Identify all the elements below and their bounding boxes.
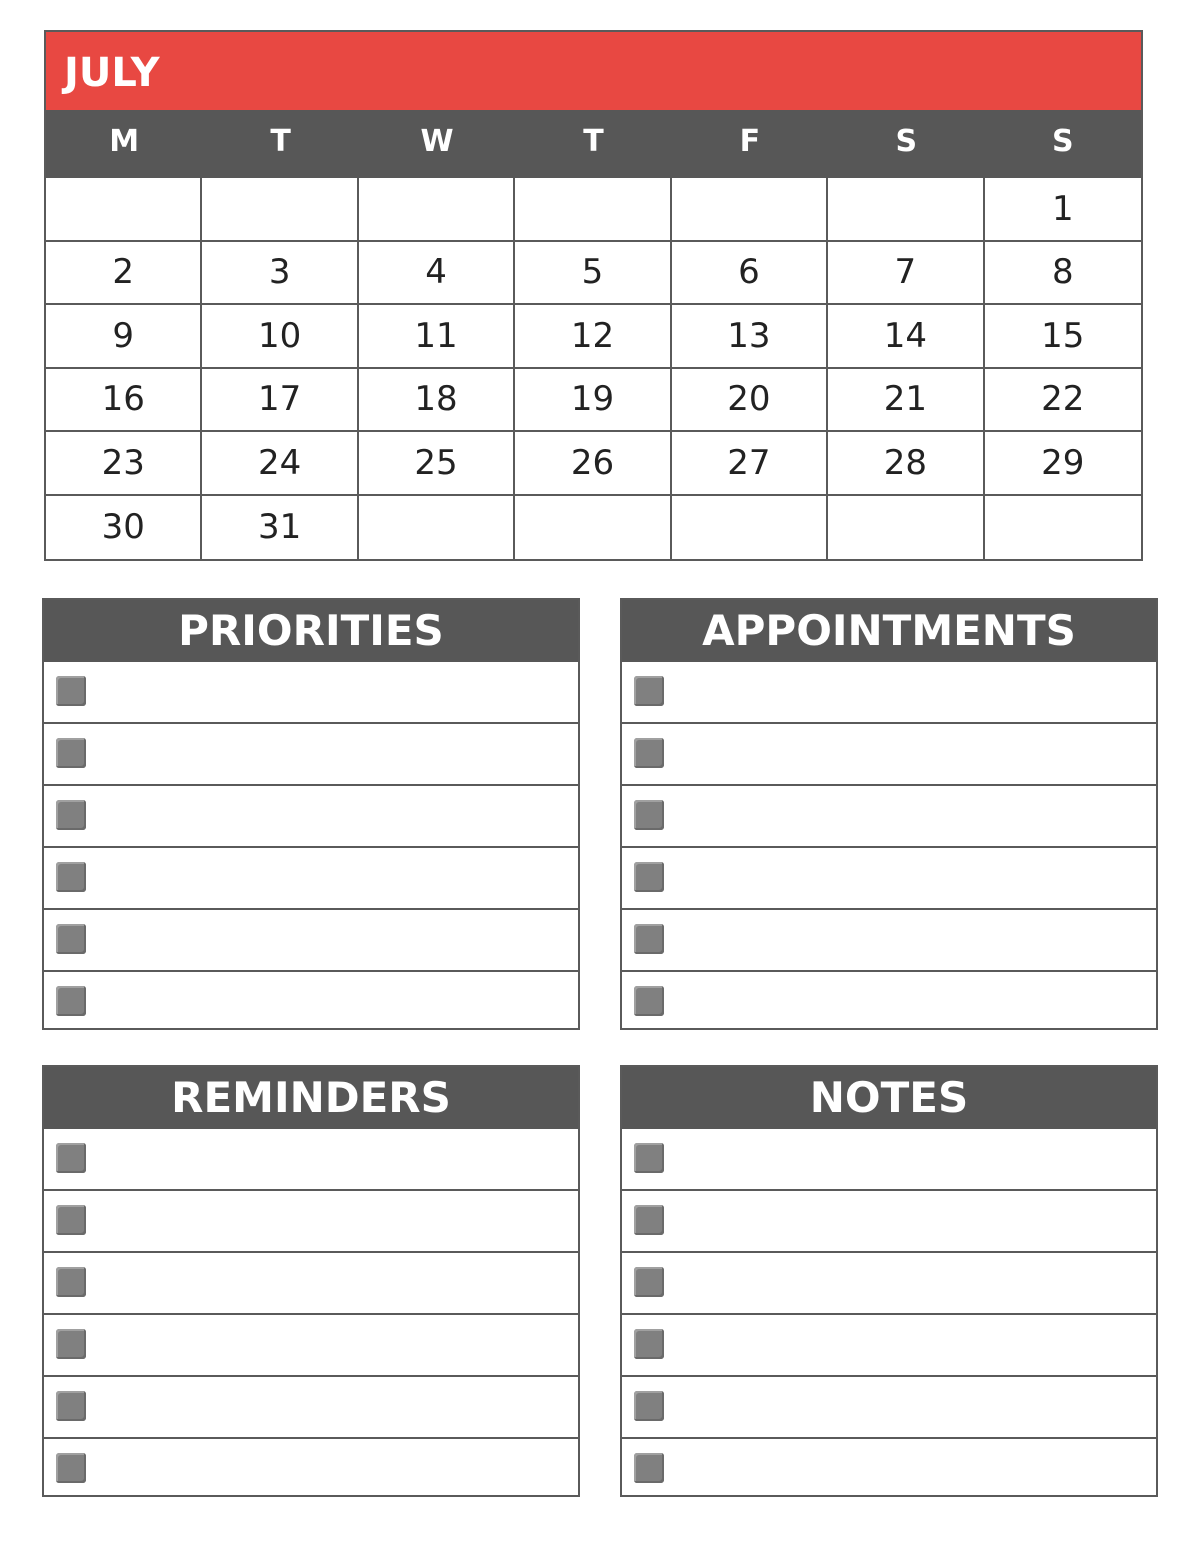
day-cell-13[interactable]: 13 [672,305,828,369]
checkbox-icon[interactable] [56,800,86,830]
day-cell-3[interactable]: 3 [202,242,358,306]
day-cell-5[interactable]: 5 [515,242,671,306]
day-cell-27[interactable]: 27 [672,432,828,496]
day-cell-8[interactable]: 8 [985,242,1141,306]
day-cell-4[interactable]: 4 [359,242,515,306]
checkbox-icon[interactable] [56,862,86,892]
appointments-title: APPOINTMENTS [622,600,1156,662]
day-cell-30[interactable]: 30 [46,496,202,560]
day-cell-9[interactable]: 9 [46,305,202,369]
notes-title: NOTES [622,1067,1156,1129]
day-cell-empty[interactable] [46,178,202,242]
month-title: JULY [64,50,160,96]
day-cell-empty[interactable] [672,496,828,560]
weekday-wed: W [420,124,454,159]
day-cell-empty[interactable] [202,178,358,242]
priorities-row[interactable] [44,846,578,908]
checkbox-icon[interactable] [634,1453,664,1483]
notes-row[interactable] [622,1437,1156,1499]
checkbox-icon[interactable] [56,738,86,768]
weekday-sat: S [895,124,918,159]
checkbox-icon[interactable] [56,1329,86,1359]
reminders-row[interactable] [44,1313,578,1375]
reminders-list [44,1129,578,1499]
checkbox-icon[interactable] [634,1329,664,1359]
appointments-row[interactable] [622,662,1156,722]
checkbox-icon[interactable] [634,924,664,954]
weekday-tue: T [270,124,291,159]
appointments-row[interactable] [622,908,1156,970]
notes-row[interactable] [622,1375,1156,1437]
day-cell-23[interactable]: 23 [46,432,202,496]
checkbox-icon[interactable] [634,1205,664,1235]
day-cell-31[interactable]: 31 [202,496,358,560]
day-cell-21[interactable]: 21 [828,369,984,433]
weekday-mon: M [109,124,140,159]
day-cell-14[interactable]: 14 [828,305,984,369]
checkbox-icon[interactable] [634,862,664,892]
day-cell-1[interactable]: 1 [985,178,1141,242]
priorities-list [44,662,578,1032]
reminders-row[interactable] [44,1375,578,1437]
day-cell-29[interactable]: 29 [985,432,1141,496]
weekday-sun: S [1051,124,1074,159]
appointments-row[interactable] [622,722,1156,784]
priorities-row[interactable] [44,662,578,722]
day-cell-18[interactable]: 18 [359,369,515,433]
day-cell-17[interactable]: 17 [202,369,358,433]
day-cell-28[interactable]: 28 [828,432,984,496]
calendar [44,30,1143,561]
appointments-row[interactable] [622,784,1156,846]
priorities-row[interactable] [44,784,578,846]
day-cell-26[interactable]: 26 [515,432,671,496]
checkbox-icon[interactable] [56,1453,86,1483]
weekday-fri: F [739,124,761,159]
reminders-section [42,1065,580,1497]
reminders-row[interactable] [44,1129,578,1189]
day-cell-empty[interactable] [828,496,984,560]
checkbox-icon[interactable] [634,1143,664,1173]
appointments-list [622,662,1156,1032]
reminders-row[interactable] [44,1189,578,1251]
reminders-row[interactable] [44,1437,578,1499]
day-cell-empty[interactable] [515,178,671,242]
checkbox-icon[interactable] [56,1391,86,1421]
weekday-header [46,110,1141,178]
day-cell-22[interactable]: 22 [985,369,1141,433]
day-cell-19[interactable]: 19 [515,369,671,433]
day-cell-empty[interactable] [828,178,984,242]
priorities-row[interactable] [44,908,578,970]
priorities-section [42,598,580,1030]
checkbox-icon[interactable] [56,676,86,706]
checkbox-icon[interactable] [56,924,86,954]
day-cell-empty[interactable] [515,496,671,560]
day-cell-2[interactable]: 2 [46,242,202,306]
day-cell-25[interactable]: 25 [359,432,515,496]
checkbox-icon[interactable] [634,1391,664,1421]
reminders-row[interactable] [44,1251,578,1313]
month-header [46,32,1141,110]
notes-list [622,1129,1156,1499]
notes-row[interactable] [622,1251,1156,1313]
appointments-row[interactable] [622,970,1156,1032]
checkbox-icon[interactable] [634,1267,664,1297]
day-cell-6[interactable]: 6 [672,242,828,306]
notes-row[interactable] [622,1129,1156,1189]
day-cell-empty[interactable] [359,496,515,560]
day-cell-16[interactable]: 16 [46,369,202,433]
checkbox-icon[interactable] [634,676,664,706]
day-cell-empty[interactable] [359,178,515,242]
priorities-row[interactable] [44,722,578,784]
day-cell-20[interactable]: 20 [672,369,828,433]
day-cell-7[interactable]: 7 [828,242,984,306]
day-cell-11[interactable]: 11 [359,305,515,369]
notes-row[interactable] [622,1313,1156,1375]
priorities-row[interactable] [44,970,578,1032]
weekday-thu: T [583,124,604,159]
checkbox-icon[interactable] [56,1143,86,1173]
appointments-row[interactable] [622,846,1156,908]
checkbox-icon[interactable] [634,738,664,768]
notes-section [620,1065,1158,1497]
checkbox-icon[interactable] [634,986,664,1016]
day-cell-12[interactable]: 12 [515,305,671,369]
day-cell-empty[interactable] [672,178,828,242]
priorities-title: PRIORITIES [44,600,578,662]
day-cell-15[interactable]: 15 [985,305,1141,369]
reminders-title: REMINDERS [44,1067,578,1129]
day-cell-24[interactable]: 24 [202,432,358,496]
checkbox-icon[interactable] [56,986,86,1016]
appointments-section [620,598,1158,1030]
notes-row[interactable] [622,1189,1156,1251]
calendar-grid [46,178,1141,559]
day-cell-empty[interactable] [985,496,1141,560]
checkbox-icon[interactable] [56,1267,86,1297]
day-cell-10[interactable]: 10 [202,305,358,369]
checkbox-icon[interactable] [56,1205,86,1235]
checkbox-icon[interactable] [634,800,664,830]
